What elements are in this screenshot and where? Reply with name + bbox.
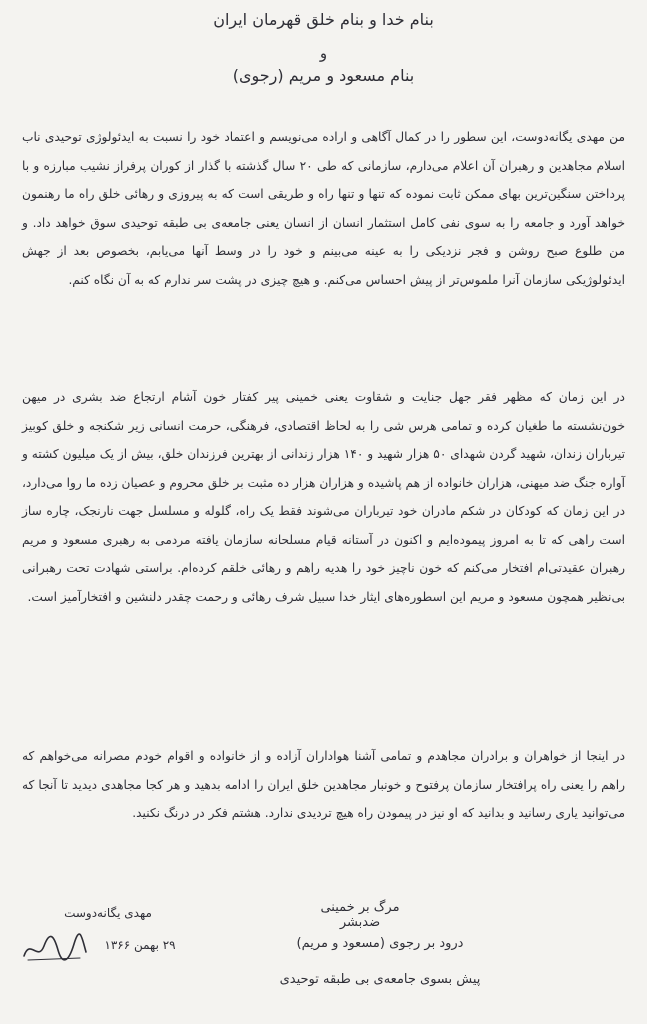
signature-name: مهدی یگانه‌دوست	[64, 906, 152, 920]
header-basmala: بنام خدا و بنام خلق قهرمان ایران	[213, 10, 434, 29]
header-dedication: بنام مسعود و مریم (رجوی)	[232, 66, 415, 85]
body-paragraph-3: در اینجا از خواهران و برادران مجاهدم و تمامی آشنا هواداران آزاده و از خانواده و اقوام خودم مصرانه می‌خواهم که راهم را یعنی راه پرافتخار سازمان پرفتوح و خونبار مجاهدین خلق ایران را ادامه بدهید و هر کجا مجاهدی دیدید تا آنجا که می‌توانید یاری رسانید و بدانید که او نیز در پیمودن راه هیچ تردیدی ندارد. هشتم فکر در درنگ نکنید.	[22, 749, 625, 820]
closing-line-2: درود بر رجوی (مسعود و مریم)	[296, 936, 464, 951]
body-paragraph-2: در این زمان که مظهر فقر جهل جنایت و شقاوت یعنی خمینی پیر کفتار خون آشام ارتجاع ضد بشری در میهن خون‌نشسته ما طغیان کرده و تمامی هرس شی را به لحاظ اقتصادی، فرهنگی، حرمت انسانی زیر شکنجه و خلق کوبیز تیرباران زندان، شهید گردن شهدای ۵۰ هزار شهید و ۱۴۰ هزار زندانی از بهترین فرزندان خلق، بیش از یک میلیون کشته و آواره جنگ ضد میهنی، هزاران خانواده از هم پاشیده و هزاران هزار ده مثبت بر خلق محروم و عصیان زده ما روا می‌دارد، در این زمان که کودکان در شکم مادران خود تیرباران می‌شوند فقط یک راه، گلوله و مسلسل جهت نارنجک، چاره ساز است راهی که تا به امروز پیموده‌ایم و اکنون در آستانه قیام مسلحانه سازمان یافته مردمی به رهبری مسعود و مریم رهبران عقیدتی‌ام افتخار می‌کنم که خون ناچیز خود را هدیه راهم و رهائی خلقم کرده‌ام. براستی شهادت تحت رهبرانی بی‌نظیر همچون مسعود و مریم این اسطوره‌های ایثار خدا سبیل شرف رهائی و رحمت چقدر دلنشین و افتخارآمیز است.	[22, 390, 625, 604]
closing-line-1: مرگ بر خمینی ضدبشر	[320, 900, 400, 930]
handwritten-signature-icon	[20, 928, 90, 968]
header-connector: و	[319, 44, 328, 62]
closing-line-3: پیش بسوی جامعه‌ی بی طبقه توحیدی	[279, 972, 481, 987]
body-paragraph-1: من مهدی یگانه‌دوست، این سطور را در کمال آگاهی و اراده می‌نویسم و اعتماد خود را نسبت به ایدئولوژی توحیدی ناب اسلام مجاهدین و رهبران آن اعلام می‌دارم، سازمانی که طی ۲۰ سال گذشته با گذار از کوران پرفراز نشیب مبارزه و با پرداختن سنگین‌ترین بهای ممکن ثابت نموده که تنها و تنها راه و طریقی است که به پیروزی و رهائی خلق راه ما رهنمون خواهد آورد و جامعه را به سوی نفی کامل استثمار انسان از انسان یعنی جامعه‌ی بی طبقه توحیدی سوق خواهد داد. و من طلوع صبح روشن و فجر نزدیکی را به عینه می‌بینم و خود را در وسط آنها می‌یابم، بخصوص بعد از جهش ایدئولوژیکی سازمان آنرا ملموس‌تر از پیش احساس می‌کنم. و هیچ چیزی در پشت سر ندارم که به آن نگاه کنم.	[22, 130, 625, 287]
signature-date: ۲۹ بهمن ۱۳۶۶	[104, 938, 176, 952]
